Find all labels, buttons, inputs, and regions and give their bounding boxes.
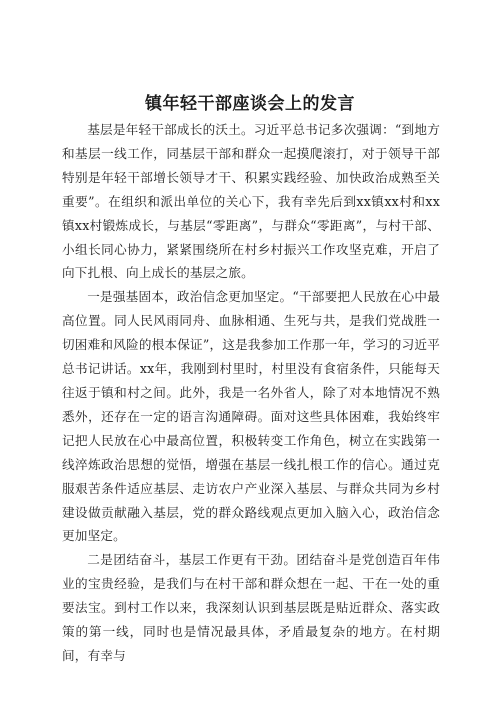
document-title: 镇年轻干部座谈会上的发言 [145,94,355,114]
document-body [62,118,440,668]
paragraph-point-one: 一是强基固本，政治信念更加坚定。“干部要把人民放在心中最高位置。同人民风雨同舟、血脉相通、生死与共，是我们党战胜一切困难和风险的根本保证”，这是我参加工作那一年，学习的习近平总书记讲话。xx年，我刚到村里时，村里没有食宿条件，只能每天往返于镇和村之间。此外，我是一名外省人，除了对本地情况不熟悉外，还存在一定的语言沟通障碍。面对这些具体困难，我始终牢记把人民放在心中最高位置，积极转变工作角色，树立在实践第一线淬炼政治思想的觉悟，增强在基层一线扎根工作的信心。通过克服艰苦条件适应基层、走访农户产业深入基层、与群众共同为乡村建设做贡献融入基层，党的群众路线观点更加入脑入心，政治信念更加坚定。 [62,289,440,544]
paragraph-point-two: 二是团结奋斗，基层工作更有干劲。团结奋斗是党创造百年伟业的宝贵经验，是我们与在村干部和群众想在一起、干在一处的重要法宝。到村工作以来，我深刻认识到基层既是贴近群众、落实政策的第一线，同时也是情况最具体，矛盾最复杂的地方。在村期间，有幸与 [62,552,440,663]
paragraph-intro: 基层是年轻干部成长的沃土。习近平总书记多次强调：“到地方和基层一线工作，同基层干部和群众一起摸爬滚打，对于领导干部特别是年轻干部增长领导才干、积累实践经验、加快政治成熟至关重要”。在组织和派出单位的关心下，我有幸先后到xx镇xx村和xx镇xx村锻炼成长，与基层“零距离”，与群众“零距离”，与村干部、小组长同心协力，紧紧围绕所在村乡村振兴工作攻坚克难，开启了向下扎根、向上成长的基层之旅。 [62,122,440,281]
